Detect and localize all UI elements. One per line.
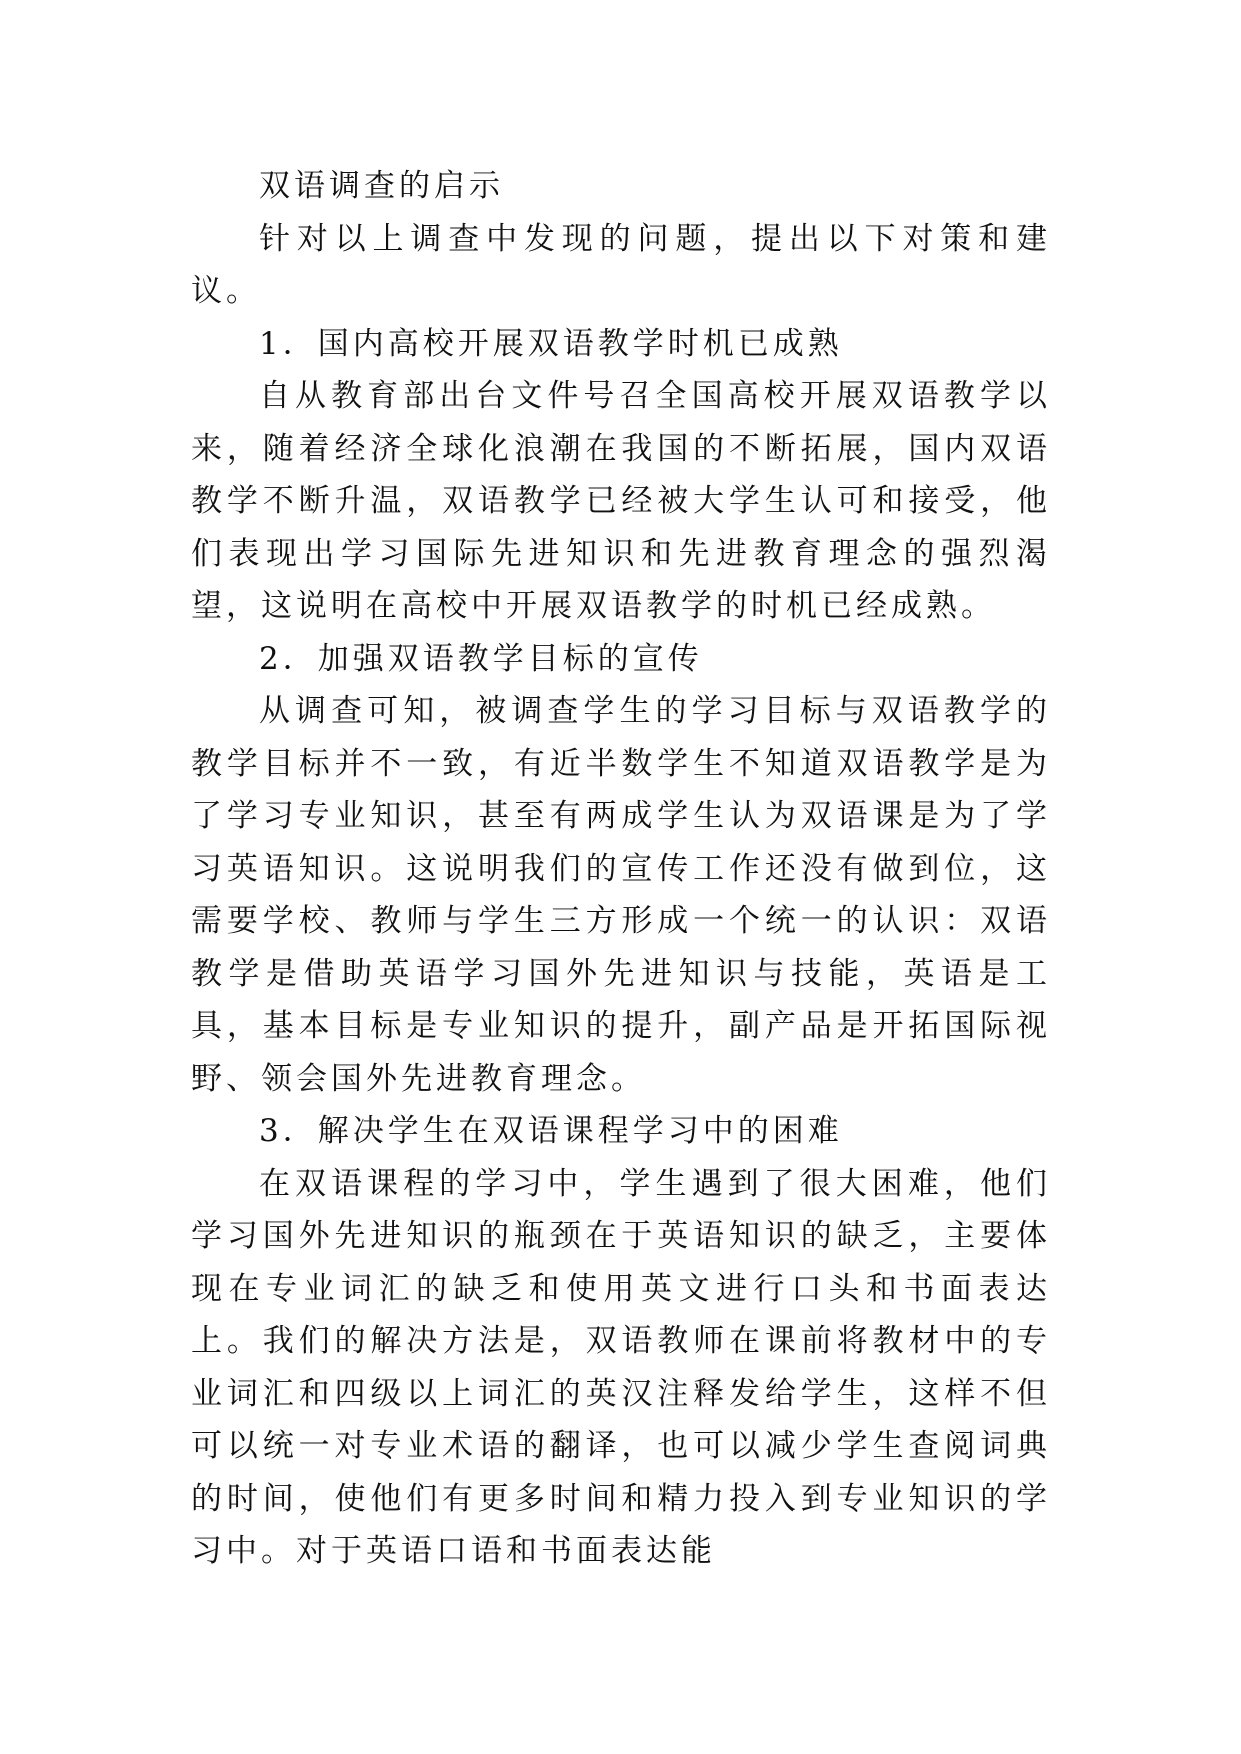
document-body — [191, 160, 1051, 1578]
section-heading-3: 3．解决学生在双语课程学习中的困难 — [259, 1113, 843, 1149]
section-heading-2: 2．加强双语教学目标的宣传 — [259, 640, 703, 677]
section-paragraph-1: 自从教育部出台文件号召全国高校开展双语教学以来，随着经济全球化浪潮在我国的不断拓展，国内双语教学不断升温，双语教学已经被大学生认可和接受，他们表现出学习国际先进知识和先进教育理念的强烈渴望，这说明在高校中开展双语教学的时机已经成熟。 — [191, 378, 1051, 624]
intro-paragraph: 针对以上调查中发现的问题，提出以下对策和建议。 — [191, 220, 1051, 309]
document-title: 双语调查的启示 — [259, 168, 504, 204]
section-paragraph-3: 在双语课程的学习中，学生遇到了很大困难，他们学习国外先进知识的瓶颈在于英语知识的缺乏，主要体现在专业词汇的缺乏和使用英文进行口头和书面表达上。我们的解决方法是，双语教师在课前将教材中的专业词汇和四级以上词汇的英汉注释发给学生，这样不但可以统一对专业术语的翻译，也可以减少学生查阅词典的时间，使他们有更多时间和精力投入到专业知识的学习中。对于英语口语和书面表达能 — [191, 1165, 1051, 1569]
section-paragraph-2: 从调查可知，被调查学生的学习目标与双语教学的教学目标并不一致，有近半数学生不知道双语教学是为了学习专业知识，甚至有两成学生认为双语课是为了学习英语知识。这说明我们的宣传工作还没有做到位，这需要学校、教师与学生三方形成一个统一的认识：双语教学是借助英语学习国外先进知识与技能，英语是工具，基本目标是专业知识的提升，副产品是开拓国际视野、领会国外先进教育理念。 — [191, 693, 1051, 1097]
section-heading-1: 1．国内高校开展双语教学时机已成熟 — [259, 325, 843, 362]
